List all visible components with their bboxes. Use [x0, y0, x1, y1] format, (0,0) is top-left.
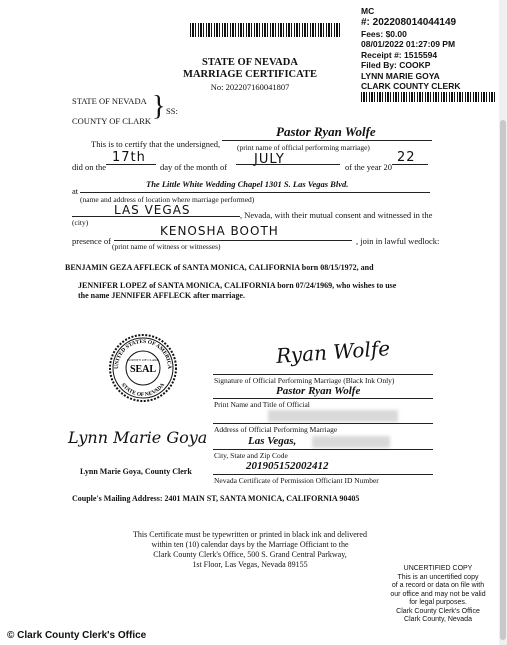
city-state-caption: City, State and Zip Code: [214, 451, 288, 460]
filing-number: #: 20220801404414​9: [361, 16, 457, 28]
filing-clerk-name: LYNN MARIE GOYA: [361, 70, 440, 81]
city-caption: (city): [72, 218, 89, 227]
party-2-line-2: the name JENNIFER AFFLECK after marriage.: [78, 291, 245, 300]
uncertified-line-6: Clark County Clerk's Office: [396, 607, 480, 615]
certificate-number: No: 2022071600418​07: [210, 82, 290, 92]
venue-ss: SS:: [166, 106, 178, 116]
witness-field: KENOSHA BOOTH: [160, 224, 279, 238]
filing-stamp: [361, 6, 460, 92]
scrollbar[interactable]: [499, 0, 507, 645]
filing-receipt: Receipt #: 1515594: [361, 49, 438, 60]
redacted-zip: [312, 436, 390, 448]
title-doc: MARRIAGE CERTIFICATE: [183, 69, 317, 80]
location-caption: (name and address of location where marriage performed): [80, 195, 255, 204]
uncertified-line-7: Clark County, Nevada: [404, 616, 472, 623]
day-of-month-text: day of the month of: [160, 162, 228, 172]
venue-brace: }: [152, 91, 166, 122]
footer-line-1: This Certificate must be typewritten or printed in black ink and delivered: [133, 530, 367, 539]
print-name-caption: Print Name and Title of Official: [214, 400, 310, 409]
witness-line: [114, 240, 352, 241]
barcode-right: [361, 92, 495, 102]
seal-text: SEAL: [129, 364, 157, 375]
officiant-print-name: Pastor Ryan Wolfe: [276, 385, 361, 397]
officiant-city: Las Vegas,: [248, 435, 297, 447]
city-field: LAS VEGAS: [114, 203, 191, 217]
year-field: 22: [397, 150, 416, 165]
uncertified-line-3: of a record or data on file with: [391, 582, 485, 589]
month-field: JULY: [254, 152, 285, 167]
officiant-name-field: Pastor Ryan Wolfe: [276, 124, 376, 139]
location-field: The Little White Wedding Chapel 1301 S. Las Vegas Blvd.: [146, 179, 349, 189]
month-line: [236, 164, 340, 165]
clerk-signature: Lynn Marie Goya: [68, 428, 208, 447]
officiant-line: [222, 140, 432, 141]
footer-instructions: [100, 530, 400, 570]
city-state-line: [213, 449, 433, 450]
filing-datetime: 08/01/2022 01:27:09 PM: [361, 39, 456, 49]
seal-ring-top: UNITED STATES OF AMERICA: [113, 338, 173, 370]
scrollbar-thumb[interactable]: [500, 120, 506, 640]
uncertified-line-5: for legal purposes.: [409, 599, 467, 606]
filing-fees: Fees: $0.00: [361, 28, 407, 39]
venue-county: COUNTY OF CLARK: [72, 116, 152, 126]
filing-mc: MC: [361, 6, 375, 16]
address-line: [213, 423, 433, 424]
county-seal: [108, 333, 178, 403]
year-line: [392, 164, 428, 165]
uncertified-line-1: UNCERTIFIED COPY: [403, 565, 473, 572]
permission-line: [213, 474, 433, 475]
mailing-address: Couple's Mailing Address: 2401 MAIN ST, SANTA MONICA, CALIFORNIA 90405: [72, 494, 360, 503]
day-field: 17th: [112, 150, 146, 165]
signature-caption: Signature of Official Performing Marriage (Black Ink Only): [214, 376, 395, 385]
party-1: BENJAMIN GEZA AFFLECK of SANTA MONICA, CALIFORNIA born 08/15/1972, and: [65, 263, 374, 272]
seal-inner: COUNTY OF CLARK: [126, 358, 160, 362]
footer-line-2: within ten (10) calendar days by the Marriage Officiant to the: [151, 540, 349, 549]
redacted-address: [268, 410, 398, 422]
day-line: [106, 164, 156, 165]
filing-filed-by: Filed By: COOKP: [361, 60, 431, 70]
image-credit: © Clark County Clerk's Office: [4, 629, 149, 642]
permission-id: 201905152002412: [246, 460, 329, 472]
permission-caption: Nevada Certificate of Permission Officiant ID Number: [214, 476, 379, 485]
lawful-text: , join in lawful wedlock:: [356, 236, 440, 246]
certify-text: This is to certify that the undersigned,: [91, 139, 221, 149]
uncertified-line-2: This is an uncertified copy: [397, 573, 479, 581]
witness-caption: (print name of witness or witnesses): [112, 242, 221, 251]
venue-state: STATE OF NEVADA: [72, 96, 147, 106]
at-text: at: [72, 186, 79, 196]
footer-line-3: Clark County Clerk's Office, 500 S. Grand Central Parkway,: [153, 550, 347, 559]
filing-county-clerk: CLARK COUNTY CLERK: [361, 81, 461, 91]
clerk-caption: Lynn Marie Goya, County Clerk: [80, 467, 192, 476]
page-title: [150, 57, 350, 93]
officiant-signature: Ryan Wolfe: [275, 336, 391, 368]
uncertified-notice: [378, 565, 498, 625]
nevada-text: , Nevada, with their mutual consent and witnessed in the: [240, 210, 433, 220]
of-year-text: of the year 20: [345, 162, 392, 172]
print-name-line: [213, 398, 433, 399]
officiant-caption: (print name of official performing marriage): [237, 143, 370, 152]
city-line: [72, 216, 240, 217]
signature-line: [213, 374, 433, 375]
did-on-text: did on the: [72, 162, 106, 172]
seal-ring-bottom: STATE OF NEVADA: [119, 382, 167, 399]
address-caption: Address of Official Performing Marriage: [214, 425, 338, 434]
uncertified-line-4: our office and may not be valid: [390, 590, 486, 598]
barcode-top: [190, 23, 342, 37]
party-2-line-1: JENNIFER LOPEZ of SANTA MONICA, CALIFORNIA born 07/24/1969, who wishes to use: [78, 281, 397, 290]
title-state: STATE OF NEVADA: [202, 57, 298, 68]
presence-of-text: presence of: [72, 236, 111, 246]
footer-line-4: 1st Floor, Las Vegas, Nevada 89155: [192, 560, 308, 569]
location-line: [80, 192, 430, 193]
